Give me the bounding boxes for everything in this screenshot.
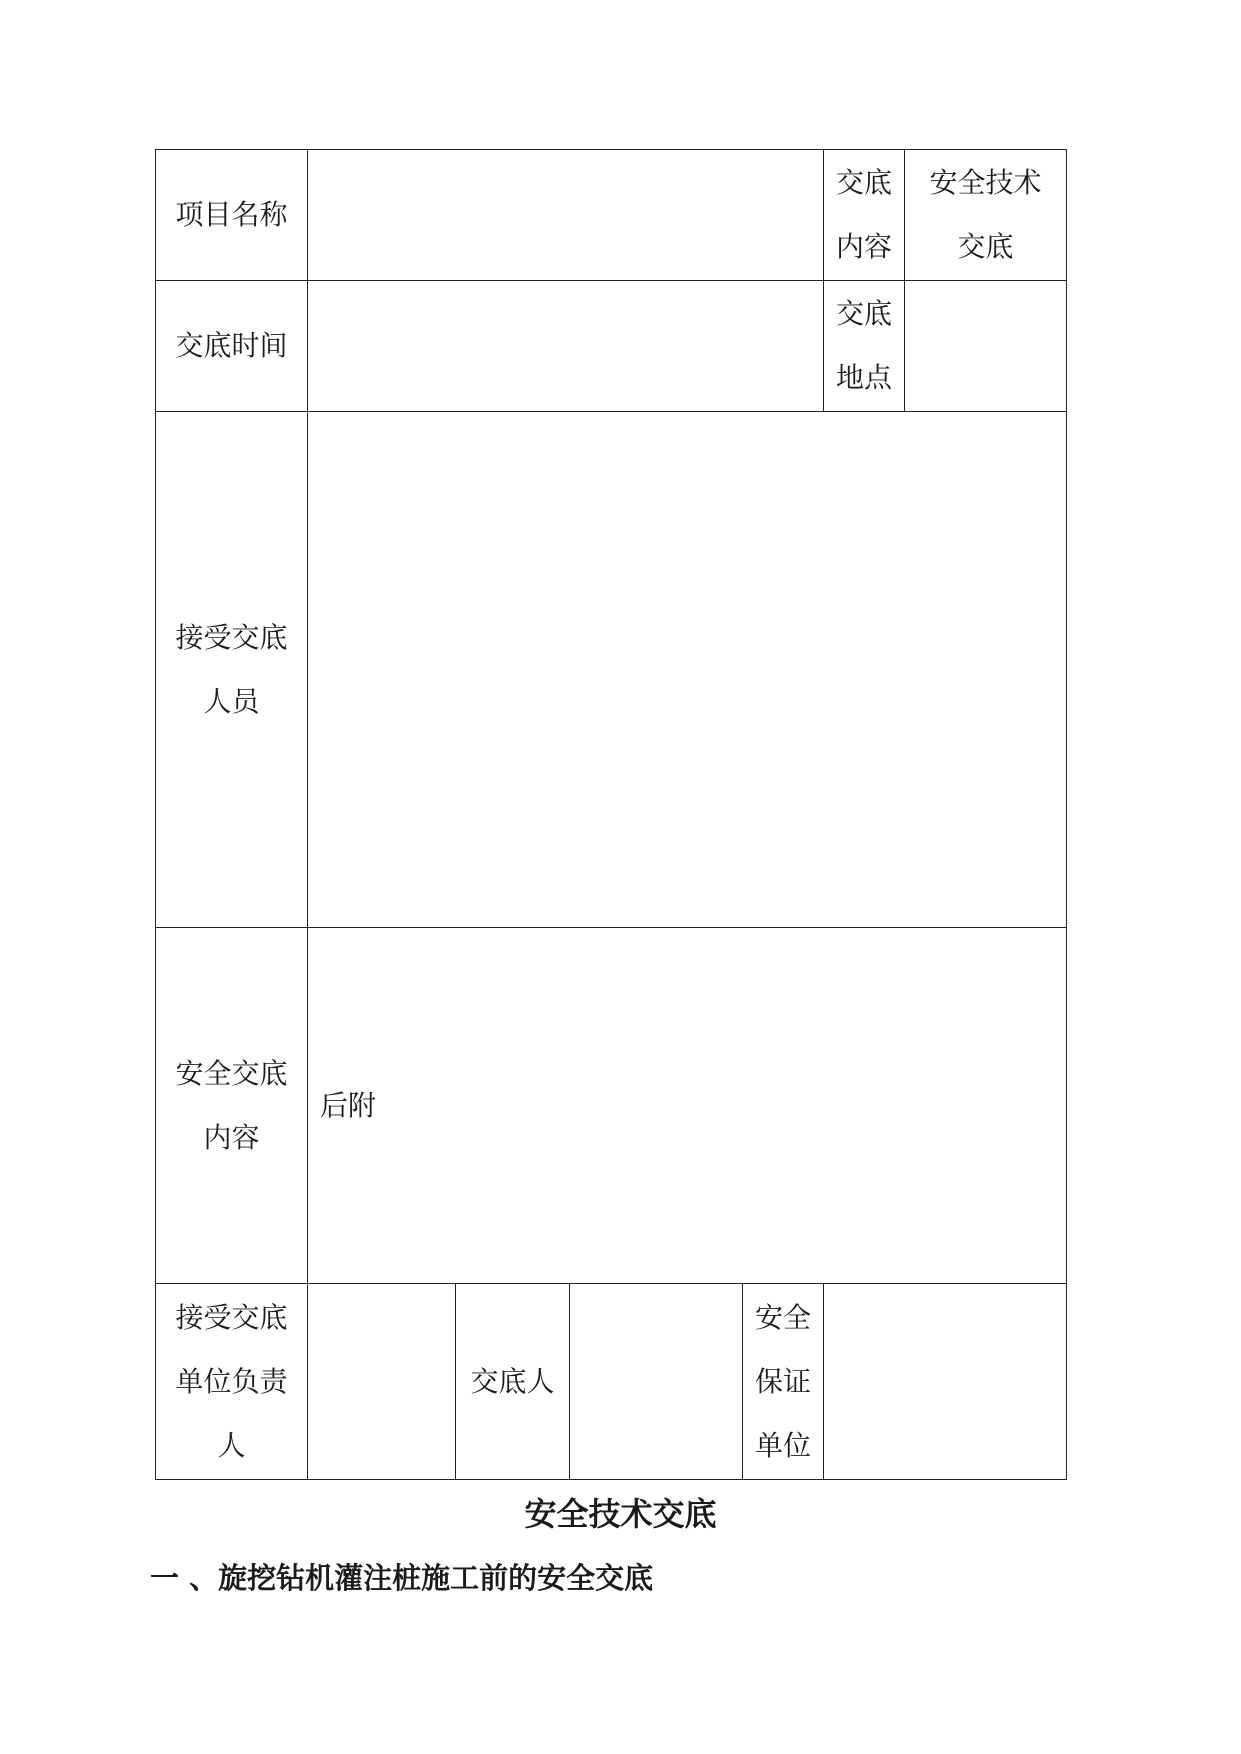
briefing-content-label-line: 内容	[836, 230, 893, 263]
section-heading: 一 、旋挖钻机灌注桩施工前的安全交底	[150, 1561, 654, 1595]
briefing-content-value-line: 安全技术	[929, 166, 1042, 199]
briefing-content-value[interactable]	[905, 150, 1067, 281]
project-name-label: 项目名称	[156, 150, 308, 281]
safety-content-label-line: 安全交底	[175, 1056, 288, 1090]
safety-unit-label-line: 单位	[754, 1428, 811, 1462]
briefing-content-label	[824, 150, 905, 281]
recipients-value[interactable]	[308, 412, 1067, 928]
briefing-content-value-line: 交底	[957, 230, 1014, 263]
presenter-label: 交底人	[456, 1284, 570, 1480]
form-row-safety-content	[156, 928, 1067, 1284]
briefing-place-value[interactable]	[905, 281, 1067, 412]
safety-content-label	[156, 928, 308, 1284]
unit-lead-label-line: 接受交底	[175, 1300, 288, 1334]
safety-unit-label	[743, 1284, 824, 1480]
project-name-value[interactable]	[308, 150, 824, 281]
safety-briefing-form-table	[155, 149, 1067, 1480]
briefing-place-label	[824, 281, 905, 412]
briefing-place-label-line: 交底	[836, 297, 893, 330]
briefing-time-label: 交底时间	[156, 281, 308, 412]
unit-lead-label-line: 单位负责	[175, 1364, 288, 1398]
recipients-label	[156, 412, 308, 928]
document-title: 安全技术交底	[524, 1495, 717, 1533]
briefing-content-label-line: 交底	[836, 166, 893, 199]
briefing-place-label-line: 地点	[836, 361, 893, 394]
form-row-project	[156, 150, 1067, 281]
recipients-label-line: 接受交底	[175, 620, 288, 654]
unit-lead-signature[interactable]	[308, 1284, 456, 1480]
safety-unit-label-line: 保证	[754, 1364, 811, 1398]
unit-lead-label	[156, 1284, 308, 1480]
form-row-recipients	[156, 412, 1067, 928]
form-row-time-place	[156, 281, 1067, 412]
form-row-signatures	[156, 1284, 1067, 1480]
unit-lead-label-line: 人	[217, 1428, 246, 1462]
briefing-time-value[interactable]	[308, 281, 824, 412]
safety-unit-label-line: 安全	[754, 1300, 811, 1334]
safety-content-label-line: 内容	[203, 1120, 260, 1154]
presenter-signature[interactable]	[570, 1284, 743, 1480]
safety-content-value[interactable]: 后附	[308, 928, 1067, 1284]
recipients-label-line: 人员	[203, 684, 260, 718]
safety-unit-signature[interactable]	[824, 1284, 1067, 1480]
